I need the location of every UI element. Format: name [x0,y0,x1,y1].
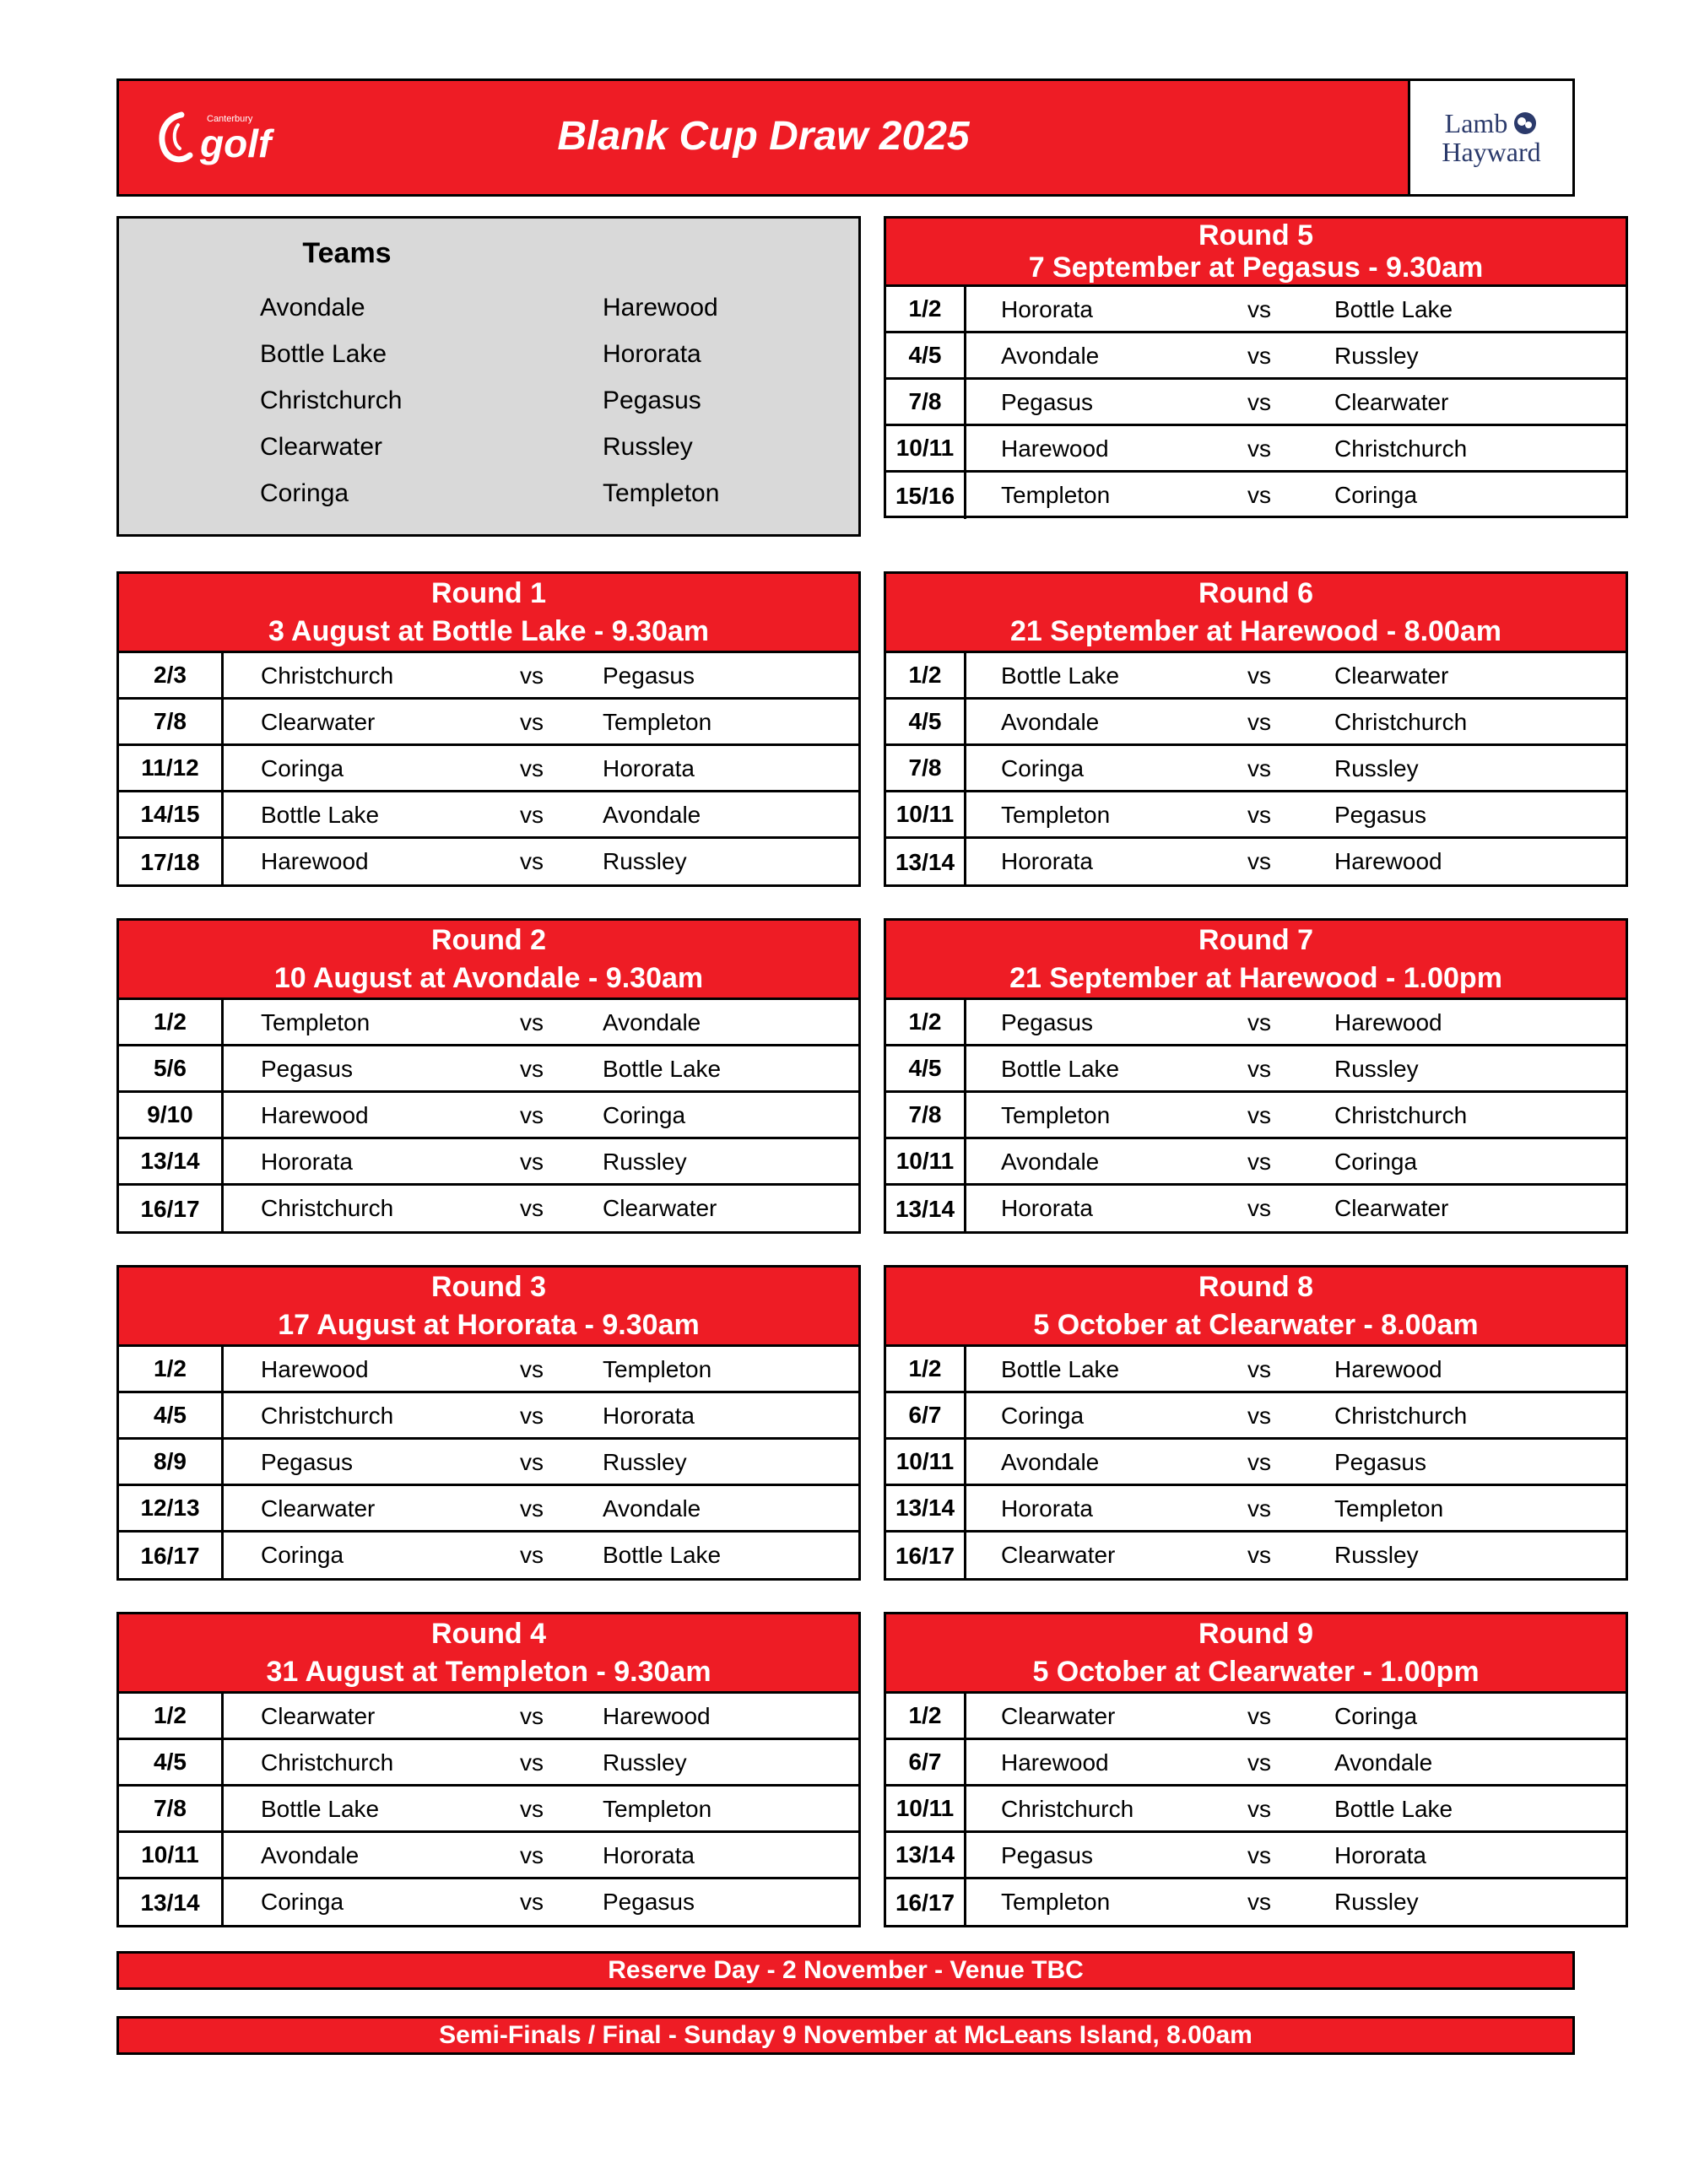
home-team: Avondale [1001,1149,1100,1175]
tee-pair: 1/2 [886,1694,966,1738]
match-row [119,1833,858,1879]
match-row [119,1740,858,1787]
away-team: Russley [1334,343,1419,369]
tee-pair: 1/2 [119,1347,224,1391]
versus-label: vs [1247,709,1271,735]
header-banner [116,78,1575,197]
round-name: Round 3 [431,1271,546,1303]
versus-label: vs [1247,802,1271,828]
away-team: Harewood [603,1703,711,1729]
home-team: Coringa [1001,755,1085,781]
away-team: Clearwater [1334,1195,1449,1221]
home-team: Clearwater [261,1703,376,1729]
round-header [886,1614,1626,1694]
round-header [119,574,858,653]
versus-label: vs [520,1542,544,1568]
versus-label: vs [1247,1842,1271,1868]
away-team: Coringa [1334,482,1418,508]
away-team: Hororata [1334,1842,1426,1868]
away-team: Avondale [1334,1749,1433,1776]
versus-label: vs [520,709,544,735]
match-row [886,1093,1626,1139]
tee-pair: 4/5 [886,700,966,743]
versus-label: vs [520,1842,544,1868]
reserve-day-banner: Reserve Day - 2 November - Venue TBC [116,1951,1575,1990]
home-team: Hororata [1001,848,1093,874]
home-team: Harewood [261,848,369,874]
match-row [886,380,1626,426]
versus-label: vs [1247,1495,1271,1522]
away-team: Pegasus [603,1889,695,1915]
versus-label: vs [520,1796,544,1822]
team-name: Russley [603,433,693,461]
match-row [886,792,1626,839]
match-row [119,839,858,885]
home-team: Bottle Lake [261,802,380,828]
page-title: Blank Cup Draw 2025 [557,114,970,159]
tee-pair: 8/9 [119,1440,224,1484]
tee-pair: 1/2 [119,1694,224,1738]
round-4-table [116,1612,861,1927]
round-date-venue: 5 October at Clearwater - 1.00pm [1032,1656,1480,1688]
match-row [119,1093,858,1139]
tee-pair: 10/11 [886,1787,966,1830]
away-team: Christchurch [1334,1102,1468,1128]
tee-pair: 4/5 [119,1393,224,1437]
away-team: Clearwater [1334,389,1449,415]
round-9-table [884,1612,1628,1927]
home-team: Pegasus [261,1056,353,1082]
away-team: Russley [603,1149,687,1175]
home-team: Hororata [1001,296,1093,322]
tee-pair: 7/8 [119,1787,224,1830]
home-team: Coringa [261,755,344,781]
round-name: Round 2 [431,924,546,956]
tee-pair: 13/14 [886,1186,966,1232]
tee-pair: 1/2 [886,1347,966,1391]
away-team: Templeton [1334,1495,1444,1522]
versus-label: vs [520,1889,544,1915]
match-row [886,1787,1626,1833]
round-8-table [884,1265,1628,1581]
versus-label: vs [1247,1056,1271,1082]
versus-label: vs [520,1703,544,1729]
finals-banner: Semi-Finals / Final - Sunday 9 November at McLeans Island, 8.00am [116,2016,1575,2055]
tee-pair: 10/11 [886,426,966,470]
match-row [886,1000,1626,1046]
tee-pair: 4/5 [119,1740,224,1784]
match-row [119,1000,858,1046]
home-team: Templeton [1001,1889,1111,1915]
away-team: Russley [603,1449,687,1475]
teams-title: Teams [302,237,392,269]
round-date-venue: 31 August at Templeton - 9.30am [266,1656,711,1688]
versus-label: vs [1247,1889,1271,1915]
away-team: Harewood [1334,848,1442,874]
round-date-venue: 21 September at Harewood - 1.00pm [1009,962,1502,994]
tee-pair: 4/5 [886,1046,966,1090]
home-team: Avondale [1001,709,1100,735]
home-team: Christchurch [1001,1796,1134,1822]
away-team: Pegasus [1334,1449,1426,1475]
match-row [119,1347,858,1393]
away-team: Hororata [603,1403,695,1429]
home-team: Harewood [1001,435,1109,462]
versus-label: vs [520,755,544,781]
away-team: Coringa [1334,1149,1418,1175]
versus-label: vs [1247,1449,1271,1475]
home-team: Christchurch [261,662,394,689]
match-row [119,1440,858,1486]
tee-pair: 1/2 [886,287,966,331]
versus-label: vs [1247,1542,1271,1568]
home-team: Avondale [261,1842,360,1868]
sponsor-line-1: Lamb [1444,108,1508,138]
tee-pair: 4/5 [886,333,966,377]
round-7-table [884,918,1628,1234]
versus-label: vs [520,802,544,828]
round-name: Round 5 [1198,219,1313,251]
match-row [886,1694,1626,1740]
round-header [119,1268,858,1347]
versus-label: vs [1247,389,1271,415]
away-team: Christchurch [1334,435,1468,462]
versus-label: vs [520,1749,544,1776]
tee-pair: 16/17 [119,1533,224,1579]
team-name: Christchurch [260,387,403,414]
team-name: Hororata [603,340,701,368]
home-team: Coringa [1001,1403,1085,1429]
home-team: Pegasus [1001,1842,1093,1868]
versus-label: vs [1247,1195,1271,1221]
tee-pair: 9/10 [119,1093,224,1137]
away-team: Avondale [603,802,701,828]
match-row [119,1694,858,1740]
match-row [886,1440,1626,1486]
tee-pair: 13/14 [119,1139,224,1183]
home-team: Pegasus [1001,1009,1093,1035]
round-date-venue: 21 September at Harewood - 8.00am [1009,615,1501,647]
versus-label: vs [1247,435,1271,462]
tee-pair: 17/18 [119,839,224,885]
tee-pair: 10/11 [119,1833,224,1877]
home-team: Harewood [261,1102,369,1128]
away-team: Templeton [603,709,712,735]
versus-label: vs [1247,1102,1271,1128]
round-header [119,921,858,1000]
team-name: Pegasus [603,387,701,414]
versus-label: vs [520,1356,544,1382]
match-row [886,1533,1626,1579]
tee-pair: 6/7 [886,1393,966,1437]
versus-label: vs [520,662,544,689]
home-team: Christchurch [261,1749,394,1776]
round-header [886,1268,1626,1347]
away-team: Christchurch [1334,1403,1468,1429]
versus-label: vs [1247,296,1271,322]
away-team: Bottle Lake [1334,296,1453,322]
logo-word: golf [200,122,272,165]
teams-panel [116,216,861,537]
team-name: Clearwater [260,433,383,461]
tee-pair: 16/17 [119,1186,224,1232]
round-2-table [116,918,861,1234]
home-team: Christchurch [261,1195,394,1221]
round-name: Round 6 [1198,577,1313,609]
team-name: Avondale [260,294,365,322]
versus-label: vs [520,848,544,874]
tee-pair: 11/12 [119,746,224,790]
match-row [119,1393,858,1440]
match-row [886,1833,1626,1879]
versus-label: vs [1247,755,1271,781]
tee-pair: 10/11 [886,1139,966,1183]
home-team: Avondale [1001,1449,1100,1475]
home-team: Hororata [1001,1195,1093,1221]
match-row [119,653,858,700]
home-team: Clearwater [261,1495,376,1522]
away-team: Pegasus [603,662,695,689]
versus-label: vs [1247,848,1271,874]
team-name: Bottle Lake [260,340,387,368]
round-date-venue: 7 September at Pegasus - 9.30am [1028,251,1484,284]
home-team: Coringa [261,1542,344,1568]
match-row [119,700,858,746]
home-team: Bottle Lake [1001,1056,1120,1082]
versus-label: vs [520,1149,544,1175]
away-team: Russley [1334,1542,1419,1568]
away-team: Bottle Lake [603,1542,722,1568]
match-row [886,287,1626,333]
match-row [119,1486,858,1533]
away-team: Templeton [603,1796,712,1822]
round-name: Round 4 [431,1618,546,1650]
tee-pair: 1/2 [886,653,966,697]
versus-label: vs [520,1195,544,1221]
versus-label: vs [1247,1703,1271,1729]
round-name: Round 9 [1198,1618,1313,1650]
versus-label: vs [1247,482,1271,508]
round-header [886,574,1626,653]
home-team: Christchurch [261,1403,394,1429]
tee-pair: 14/15 [119,792,224,836]
away-team: Hororata [603,1842,695,1868]
match-row [886,1186,1626,1232]
match-row [886,653,1626,700]
round-6-table [884,571,1628,887]
match-row [886,1393,1626,1440]
match-row [886,1347,1626,1393]
match-row [886,426,1626,473]
away-team: Harewood [1334,1009,1442,1035]
home-team: Bottle Lake [1001,1356,1120,1382]
versus-label: vs [1247,1356,1271,1382]
versus-label: vs [1247,1403,1271,1429]
versus-label: vs [1247,1749,1271,1776]
away-team: Russley [603,848,687,874]
versus-label: vs [520,1403,544,1429]
tee-pair: 13/14 [886,839,966,885]
home-team: Clearwater [1001,1542,1116,1568]
home-team: Templeton [1001,482,1111,508]
versus-label: vs [520,1495,544,1522]
home-team: Bottle Lake [1001,662,1120,689]
match-row [886,1046,1626,1093]
away-team: Avondale [603,1495,701,1522]
away-team: Russley [603,1749,687,1776]
round-date-venue: 10 August at Avondale - 9.30am [273,962,704,994]
round-header [886,921,1626,1000]
versus-label: vs [1247,343,1271,369]
home-team: Templeton [1001,1102,1111,1128]
match-row [886,1486,1626,1533]
away-team: Pegasus [1334,802,1426,828]
match-row [886,333,1626,380]
team-name: Harewood [603,294,718,322]
match-row [886,746,1626,792]
away-team: Harewood [1334,1356,1442,1382]
away-team: Hororata [603,755,695,781]
match-row [119,1186,858,1232]
tee-pair: 1/2 [119,1000,224,1044]
tee-pair: 5/6 [119,1046,224,1090]
home-team: Hororata [261,1149,353,1175]
round-5-table [884,216,1628,518]
versus-label: vs [520,1056,544,1082]
tee-pair: 10/11 [886,792,966,836]
logo-small-text: Canterbury [207,114,253,124]
home-team: Clearwater [1001,1703,1116,1729]
versus-label: vs [1247,1009,1271,1035]
match-row [886,473,1626,519]
tee-pair: 1/2 [886,1000,966,1044]
round-header [119,1614,858,1694]
match-row [886,1740,1626,1787]
round-date-venue: 3 August at Bottle Lake - 9.30am [268,615,710,647]
tee-pair: 12/13 [119,1486,224,1530]
away-team: Christchurch [1334,709,1468,735]
tee-pair: 15/16 [886,473,966,519]
match-row [119,746,858,792]
away-team: Templeton [603,1356,712,1382]
sponsor-logo [1408,81,1572,194]
away-team: Russley [1334,1889,1419,1915]
round-1-table [116,571,861,887]
home-team: Coringa [261,1889,344,1915]
header-red-panel [119,81,1408,194]
round-3-table [116,1265,861,1581]
versus-label: vs [1247,1796,1271,1822]
home-team: Clearwater [261,709,376,735]
round-name: Round 1 [431,577,546,609]
home-team: Harewood [1001,1749,1109,1776]
home-team: Harewood [261,1356,369,1382]
away-team: Coringa [1334,1703,1418,1729]
round-date-venue: 5 October at Clearwater - 8.00am [1033,1309,1479,1341]
round-date-venue: 17 August at Hororata - 9.30am [278,1309,700,1341]
versus-label: vs [520,1449,544,1475]
tee-pair: 2/3 [119,653,224,697]
sponsor-line-2: Hayward [1442,137,1541,167]
round-header [886,219,1626,287]
match-row [119,1139,858,1186]
match-row [119,1046,858,1093]
match-row [886,1879,1626,1926]
home-team: Bottle Lake [261,1796,380,1822]
versus-label: vs [1247,662,1271,689]
team-name: Coringa [260,479,349,507]
tee-pair: 16/17 [886,1533,966,1579]
match-row [119,1879,858,1926]
away-team: Clearwater [603,1195,717,1221]
home-team: Avondale [1001,343,1100,369]
away-team: Clearwater [1334,662,1449,689]
versus-label: vs [520,1102,544,1128]
round-name: Round 7 [1198,924,1313,956]
tee-pair: 7/8 [886,380,966,424]
tee-pair: 7/8 [119,700,224,743]
versus-label: vs [520,1009,544,1035]
round-name: Round 8 [1198,1271,1313,1303]
tee-pair: 13/14 [886,1486,966,1530]
versus-label: vs [1247,1149,1271,1175]
tee-pair: 16/17 [886,1879,966,1926]
tee-pair: 13/14 [119,1879,224,1926]
home-team: Templeton [261,1009,371,1035]
match-row [886,839,1626,885]
match-row [886,1139,1626,1186]
away-team: Coringa [603,1102,686,1128]
home-team: Pegasus [1001,389,1093,415]
team-name: Templeton [603,479,720,507]
home-team: Hororata [1001,1495,1093,1522]
sponsor-emblem-icon [1512,111,1538,136]
tee-pair: 7/8 [886,746,966,790]
home-team: Templeton [1001,802,1111,828]
away-team: Russley [1334,755,1419,781]
match-row [119,1787,858,1833]
match-row [119,1533,858,1579]
away-team: Russley [1334,1056,1419,1082]
match-row [119,792,858,839]
tee-pair: 7/8 [886,1093,966,1137]
tee-pair: 6/7 [886,1740,966,1784]
tee-pair: 13/14 [886,1833,966,1877]
home-team: Pegasus [261,1449,353,1475]
tee-pair: 10/11 [886,1440,966,1484]
away-team: Avondale [603,1009,701,1035]
away-team: Bottle Lake [1334,1796,1453,1822]
match-row [886,700,1626,746]
away-team: Bottle Lake [603,1056,722,1082]
